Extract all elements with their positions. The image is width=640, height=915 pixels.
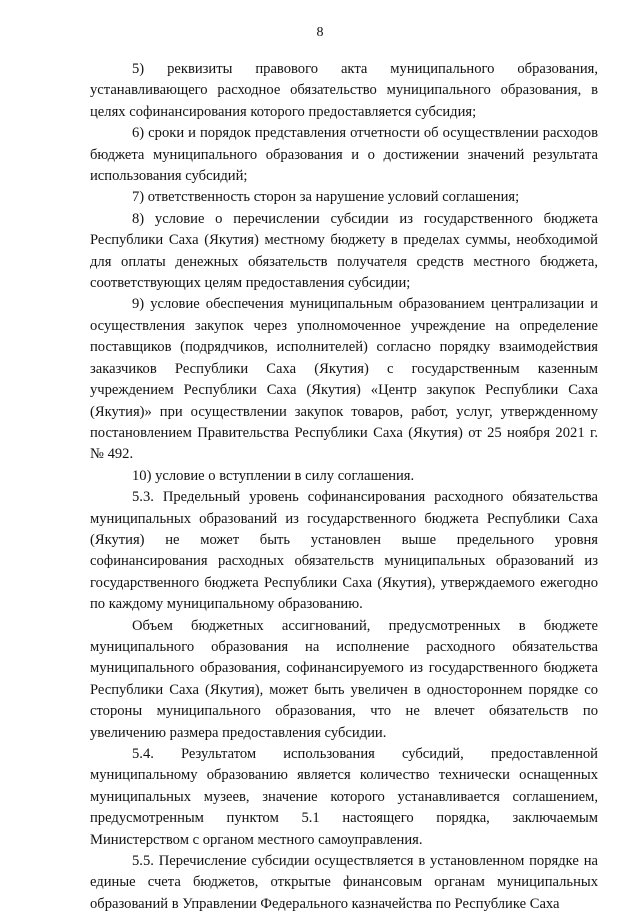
- document-body: [90, 59, 598, 915]
- paragraph-section-5-3: 5.3. Предельный уровень софинансирования расходного обязательства муниципальных образований из государственного бюджета Республики Саха (Якутия) не может быть установлен выше предельного уровня софинансирования расходных обязательств муниципальных образований из государственного бюджета Республики Саха (Якутия), утверждаемого ежегодно по каждому муниципальному образованию.: [90, 489, 598, 613]
- paragraph-item-8: 8) условие о перечислении субсидии из государственного бюджета Республики Саха (Якутия) местному бюджету в пределах суммы, необходимой для оплаты денежных обязательств получателя средств местного бюджета, соответствующих целям предоставления субсидии;: [90, 210, 598, 292]
- paragraph-section-5-4: 5.4. Результатом использования субсидий, предоставленной муниципальному образованию является количество технически оснащенных муниципальных музеев, значение которого устанавливается соглашением, предусмотренным пунктом 5.1 настоящего порядка, заключаемым Министерством с органом местного самоуправления.: [90, 746, 598, 848]
- paragraph-item-10: 10) условие о вступлении в силу соглашения.: [132, 467, 415, 484]
- page-number: 8: [316, 25, 324, 40]
- paragraph-item-6: 6) сроки и порядок представления отчетности об осуществлении расходов бюджета муниципального образования и о достижении значений результата использования субсидий;: [90, 125, 598, 185]
- paragraph-item-5: 5) реквизиты правового акта муниципального образования, устанавливающего расходное обязательство муниципального образования, в целях софинансирования которого предоставляется субсидия;: [90, 61, 598, 120]
- paragraph-item-7: 7) ответственность сторон за нарушение условий соглашения;: [132, 189, 520, 206]
- paragraph-budget-allocations: Объем бюджетных ассигнований, предусмотренных в бюджете муниципального образования на исполнение расходного обязательства муниципального образования, софинансируемого из государственного бюджета Республики Саха (Якутия), может быть увеличен в одностороннем порядке со стороны муниципального образования, что не влечет обязательств по увеличению размера предоставления субсидии.: [90, 617, 598, 741]
- paragraph-section-5-5: 5.5. Перечисление субсидии осуществляется в установленном порядке на единые счета бюджетов, открытые финансовым органам муниципальных образований в Управлении Федерального казначейства по Республике Саха: [90, 853, 598, 912]
- paragraph-item-9: 9) условие обеспечения муниципальным образованием централизации и осуществления закупок через уполномоченное учреждение на определение поставщиков (подрядчиков, исполнителей) согласно порядку взаимодействия заказчиков Республики Саха (Якутия) с государственным казенным учреждением Республики Саха (Якутия) «Центр закупок Республики Саха (Якутия)» при осуществлении закупок товаров, работ, услуг, утвержденному постановлением Правительства Республики Саха (Якутия) от 25 ноября 2021 г. № 492.: [90, 296, 598, 463]
